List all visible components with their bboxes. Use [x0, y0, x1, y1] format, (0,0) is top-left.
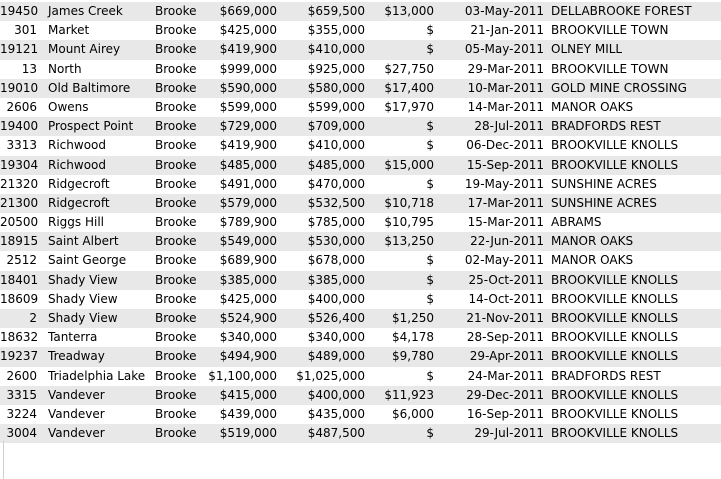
subdivision-cell: BROOKVILLE TOWN: [551, 61, 669, 76]
table-row: [0, 405, 721, 424]
city-cell: Brooke: [155, 61, 197, 76]
table-row: [0, 194, 721, 213]
settlement-date-cell: 05-May-2011: [464, 42, 544, 57]
city-cell: Brooke: [155, 387, 197, 402]
table-row: [0, 21, 721, 40]
table-row: [0, 424, 721, 443]
table-row: [0, 347, 721, 366]
house-number-cell: 20500: [0, 215, 39, 230]
house-number-cell: 19304: [0, 157, 39, 172]
table-row: [0, 175, 721, 194]
list-price-cell: $419,900: [219, 42, 277, 57]
house-number-cell: 18609: [0, 291, 39, 306]
street-name-cell: Shady View: [48, 311, 118, 325]
concession-cell: $: [426, 253, 434, 268]
street-name-cell: Saint Albert: [48, 234, 119, 249]
street-name-cell: Tanterra: [48, 330, 98, 345]
list-price-cell: $425,000: [219, 291, 277, 306]
concession-cell: $: [426, 138, 434, 153]
table-row: [0, 117, 721, 136]
house-number-cell: 2512: [6, 253, 37, 268]
subdivision-cell: BROOKVILLE KNOLLS: [551, 311, 679, 325]
city-cell: Brooke: [155, 138, 197, 153]
house-number-cell: 2: [29, 311, 37, 325]
concession-cell: $9,780: [392, 349, 434, 364]
street-name-cell: Richwood: [48, 157, 106, 172]
subdivision-cell: BROOKVILLE KNOLLS: [551, 272, 679, 287]
table-row: [0, 136, 721, 155]
concession-cell: $27,750: [384, 61, 434, 76]
sold-price-cell: $678,000: [307, 253, 365, 268]
list-price-cell: $549,000: [219, 234, 277, 249]
city-cell: Brooke: [155, 23, 197, 38]
list-price-cell: $1,100,000: [208, 368, 277, 383]
sold-price-cell: $530,000: [307, 234, 365, 249]
city-cell: Brooke: [155, 4, 197, 18]
subdivision-cell: MANOR OAKS: [551, 99, 634, 114]
subdivision-cell: SUNSHINE ACRES: [551, 195, 657, 210]
concession-cell: $: [426, 176, 434, 191]
sold-price-cell: $410,000: [307, 42, 365, 57]
sold-price-cell: $470,000: [307, 176, 365, 191]
concession-cell: $17,970: [384, 99, 434, 114]
sold-price-cell: $785,000: [307, 215, 365, 230]
subdivision-cell: BROOKVILLE KNOLLS: [551, 387, 679, 402]
subdivision-cell: OLNEY MILL: [551, 42, 623, 57]
street-name-cell: Market: [48, 23, 90, 38]
subdivision-cell: DELLABROOKE FOREST: [551, 4, 692, 18]
city-cell: Brooke: [155, 330, 197, 345]
city-cell: Brooke: [155, 234, 197, 249]
subdivision-cell: MANOR OAKS: [551, 253, 634, 268]
street-name-cell: Vandever: [48, 426, 105, 441]
street-name-cell: Saint George: [48, 253, 127, 268]
list-price-cell: $340,000: [219, 330, 277, 345]
concession-cell: $10,795: [384, 215, 434, 230]
house-number-cell: 3004: [6, 426, 37, 441]
city-cell: Brooke: [155, 291, 197, 306]
table-row: [0, 213, 721, 232]
settlement-date-cell: 28-Sep-2011: [466, 330, 544, 345]
house-number-cell: 2606: [6, 99, 37, 114]
column-divider: [3, 441, 4, 479]
house-number-cell: 2600: [6, 368, 37, 383]
subdivision-cell: BROOKVILLE KNOLLS: [551, 157, 679, 172]
street-name-cell: Ridgecroft: [48, 195, 110, 210]
subdivision-cell: BROOKVILLE KNOLLS: [551, 138, 679, 153]
street-name-cell: Owens: [48, 99, 89, 114]
city-cell: Brooke: [155, 157, 197, 172]
list-price-cell: $579,000: [219, 195, 277, 210]
list-price-cell: $519,000: [219, 426, 277, 441]
concession-cell: $: [426, 119, 434, 134]
subdivision-cell: BROOKVILLE KNOLLS: [551, 330, 679, 345]
sold-price-cell: $659,500: [307, 4, 365, 18]
house-number-cell: 3313: [6, 138, 37, 153]
settlement-date-cell: 29-Jul-2011: [474, 426, 544, 441]
sold-price-cell: $400,000: [307, 291, 365, 306]
settlement-date-cell: 22-Jun-2011: [470, 234, 544, 249]
sold-price-cell: $925,000: [307, 61, 365, 76]
house-number-cell: 19400: [0, 119, 39, 134]
sold-price-cell: $489,000: [307, 349, 365, 364]
city-cell: Brooke: [155, 176, 197, 191]
house-number-cell: 21300: [0, 195, 39, 210]
table-row: [0, 98, 721, 117]
sold-price-cell: $410,000: [307, 138, 365, 153]
house-number-cell: 19121: [0, 42, 39, 57]
settlement-date-cell: 29-Mar-2011: [467, 61, 544, 76]
settlement-date-cell: 16-Sep-2011: [466, 406, 544, 421]
subdivision-cell: BRADFORDS REST: [551, 368, 661, 383]
city-cell: Brooke: [155, 426, 197, 441]
sold-price-cell: $355,000: [307, 23, 365, 38]
settlement-date-cell: 21-Nov-2011: [466, 311, 544, 325]
street-name-cell: North: [48, 61, 82, 76]
house-number-cell: 13: [21, 61, 37, 76]
sold-price-cell: $526,400: [307, 311, 365, 325]
house-number-cell: 19237: [0, 349, 39, 364]
concession-cell: $4,178: [392, 330, 434, 345]
table-row: [0, 60, 721, 79]
concession-cell: $17,400: [384, 80, 434, 95]
list-price-cell: $439,000: [219, 406, 277, 421]
street-name-cell: Shady View: [48, 291, 118, 306]
table-row: [0, 232, 721, 251]
table-row: [0, 290, 721, 309]
subdivision-cell: BROOKVILLE KNOLLS: [551, 349, 679, 364]
street-name-cell: Vandever: [48, 406, 105, 421]
list-price-cell: $669,000: [219, 4, 277, 18]
table-row: [0, 328, 721, 347]
street-name-cell: Vandever: [48, 387, 105, 402]
list-price-cell: $491,000: [219, 176, 277, 191]
city-cell: Brooke: [155, 80, 197, 95]
list-price-cell: $485,000: [219, 157, 277, 172]
list-price-cell: $729,000: [219, 119, 277, 134]
settlement-date-cell: 29-Apr-2011: [469, 349, 544, 364]
sold-price-cell: $1,025,000: [296, 368, 365, 383]
house-number-cell: 19450: [0, 4, 39, 18]
list-price-cell: $385,000: [219, 272, 277, 287]
subdivision-cell: BROOKVILLE KNOLLS: [551, 406, 679, 421]
table-row: [0, 386, 721, 405]
street-name-cell: Shady View: [48, 272, 118, 287]
concession-cell: $13,250: [384, 234, 434, 249]
table-row: [0, 2, 721, 21]
city-cell: Brooke: [155, 99, 197, 114]
table-row: [0, 156, 721, 175]
city-cell: Brooke: [155, 406, 197, 421]
sold-price-cell: $400,000: [307, 387, 365, 402]
settlement-date-cell: 19-May-2011: [464, 176, 544, 191]
concession-cell: $: [426, 23, 434, 38]
house-number-cell: 18401: [0, 272, 39, 287]
sold-price-cell: $340,000: [307, 330, 365, 345]
subdivision-cell: SUNSHINE ACRES: [551, 176, 657, 191]
house-number-cell: 18632: [0, 330, 39, 345]
sold-price-cell: $580,000: [307, 80, 365, 95]
city-cell: Brooke: [155, 195, 197, 210]
concession-cell: $13,000: [384, 4, 434, 18]
table-row: [0, 367, 721, 386]
table-row: [0, 271, 721, 290]
house-number-cell: 301: [14, 23, 37, 38]
table-row: [0, 40, 721, 59]
settlement-date-cell: 24-Mar-2011: [467, 368, 544, 383]
subdivision-cell: MANOR OAKS: [551, 234, 634, 249]
street-name-cell: Treadway: [48, 349, 105, 364]
settlement-date-cell: 02-May-2011: [464, 253, 544, 268]
subdivision-cell: BRADFORDS REST: [551, 119, 661, 134]
concession-cell: $1,250: [392, 311, 434, 325]
concession-cell: $6,000: [392, 406, 434, 421]
street-name-cell: Ridgecroft: [48, 176, 110, 191]
house-number-cell: 21320: [0, 176, 39, 191]
concession-cell: $10,718: [384, 195, 434, 210]
settlement-date-cell: 25-Oct-2011: [468, 272, 544, 287]
house-number-cell: 19010: [0, 80, 39, 95]
concession-cell: $: [426, 291, 434, 306]
list-price-cell: $590,000: [219, 80, 277, 95]
concession-cell: $15,000: [384, 157, 434, 172]
street-name-cell: Riggs Hill: [48, 215, 104, 230]
city-cell: Brooke: [155, 311, 197, 325]
house-number-cell: 3315: [6, 387, 37, 402]
sales-table: [0, 2, 721, 443]
settlement-date-cell: 15-Mar-2011: [467, 215, 544, 230]
settlement-date-cell: 14-Mar-2011: [467, 99, 544, 114]
list-price-cell: $524,900: [219, 311, 277, 325]
list-price-cell: $789,900: [219, 215, 277, 230]
city-cell: Brooke: [155, 119, 197, 134]
city-cell: Brooke: [155, 368, 197, 383]
street-name-cell: Prospect Point: [48, 119, 134, 134]
settlement-date-cell: 15-Sep-2011: [466, 157, 544, 172]
list-price-cell: $494,900: [219, 349, 277, 364]
city-cell: Brooke: [155, 349, 197, 364]
list-price-cell: $689,900: [219, 253, 277, 268]
settlement-date-cell: 29-Dec-2011: [466, 387, 544, 402]
city-cell: Brooke: [155, 42, 197, 57]
list-price-cell: $415,000: [219, 387, 277, 402]
settlement-date-cell: 10-Mar-2011: [467, 80, 544, 95]
subdivision-cell: BROOKVILLE KNOLLS: [551, 291, 679, 306]
street-name-cell: Mount Airey: [48, 42, 121, 57]
sold-price-cell: $385,000: [307, 272, 365, 287]
concession-cell: $: [426, 426, 434, 441]
settlement-date-cell: 06-Dec-2011: [466, 138, 544, 153]
city-cell: Brooke: [155, 215, 197, 230]
concession-cell: $: [426, 368, 434, 383]
sold-price-cell: $435,000: [307, 406, 365, 421]
sold-price-cell: $709,000: [307, 119, 365, 134]
sold-price-cell: $487,500: [307, 426, 365, 441]
subdivision-cell: BROOKVILLE TOWN: [551, 23, 669, 38]
table-row: [0, 309, 721, 328]
city-cell: Brooke: [155, 253, 197, 268]
house-number-cell: 18915: [0, 234, 39, 249]
list-price-cell: $999,000: [219, 61, 277, 76]
list-price-cell: $419,900: [219, 138, 277, 153]
street-name-cell: Triadelphia Lake: [48, 368, 146, 383]
subdivision-cell: BROOKVILLE KNOLLS: [551, 426, 679, 441]
settlement-date-cell: 17-Mar-2011: [467, 195, 544, 210]
concession-cell: $11,923: [384, 387, 434, 402]
settlement-date-cell: 28-Jul-2011: [474, 119, 544, 134]
street-name-cell: James Creek: [48, 4, 123, 18]
city-cell: Brooke: [155, 272, 197, 287]
list-price-cell: $425,000: [219, 23, 277, 38]
concession-cell: $: [426, 272, 434, 287]
sold-price-cell: $532,500: [307, 195, 365, 210]
settlement-date-cell: 14-Oct-2011: [468, 291, 544, 306]
subdivision-cell: ABRAMS: [551, 215, 602, 230]
settlement-date-cell: 21-Jan-2011: [470, 23, 544, 38]
list-price-cell: $599,000: [219, 99, 277, 114]
house-number-cell: 3224: [6, 406, 37, 421]
concession-cell: $: [426, 42, 434, 57]
table-row: [0, 79, 721, 98]
settlement-date-cell: 03-May-2011: [464, 4, 544, 18]
street-name-cell: Richwood: [48, 138, 106, 153]
street-name-cell: Old Baltimore: [48, 80, 131, 95]
subdivision-cell: GOLD MINE CROSSING: [551, 80, 687, 95]
sold-price-cell: $599,000: [307, 99, 365, 114]
table-row: [0, 251, 721, 270]
sold-price-cell: $485,000: [307, 157, 365, 172]
